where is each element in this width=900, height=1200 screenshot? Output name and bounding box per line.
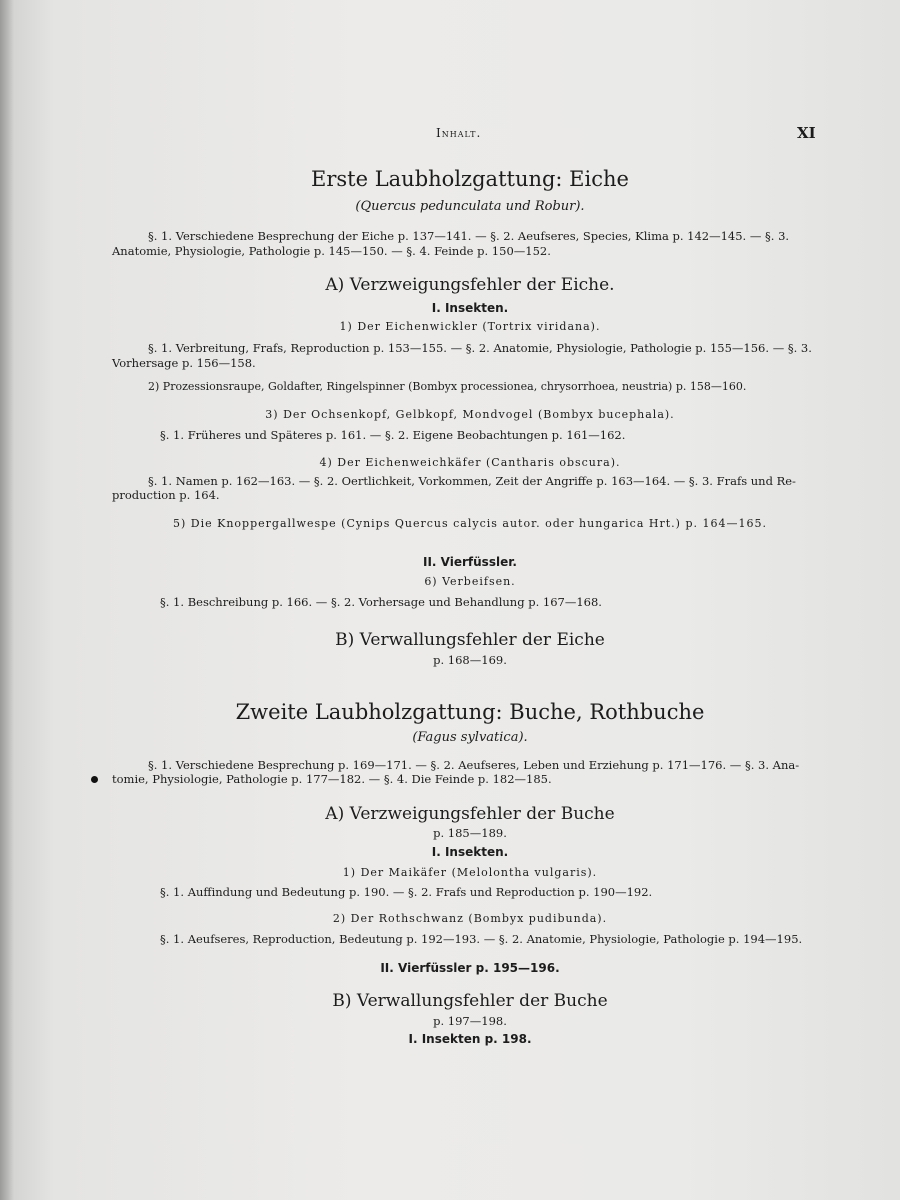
section-subtitle-buche: (Fagus sylvatica). (412, 730, 528, 745)
subsection-title: A) Verzweigungsfehler der Eiche. (325, 275, 615, 295)
group-heading: I. Insekten. (431, 845, 509, 859)
subsection-title: B) Verwallungsfehler der Buche (332, 991, 608, 1011)
paragraph-line: Anatomie, Physiologie, Pathologie p. 145—150. — §. 4. Feinde p. 150—152. (112, 244, 551, 258)
section-title-eiche: Erste Laubholzgattung: Eiche (311, 167, 629, 191)
entry-line: §. 1. Beschreibung p. 166. — §. 2. Vorhersage und Behandlung p. 167—168. (160, 595, 602, 609)
entry-heading: 3) Der Ochsenkopf, Gelbkopf, Mondvogel (Bombyx bucephala). (265, 408, 675, 421)
entry-heading: 1) Der Maikäfer (Melolontha vulgaris). (342, 866, 598, 879)
page-range: p. 168—169. (433, 653, 507, 667)
page-edge-shadow (0, 0, 14, 1200)
group-heading: I. Insekten p. 198. (408, 1032, 532, 1046)
entry-heading: 4) Der Eichenweichkäfer (Cantharis obscura). (319, 456, 621, 469)
running-header: Inhalt. (436, 126, 482, 140)
paragraph-line: §. 1. Verschiedene Besprechung der Eiche p. 137—141. — §. 2. Aeufseres, Species, Klima p. 142—145. — §. 3. (148, 229, 790, 243)
page-range: p. 185—189. (433, 826, 507, 840)
paragraph-line: §. 1. Verschiedene Besprechung p. 169—171. — §. 2. Aeufseres, Leben und Erziehung p. 171—176. — §. 3. Ana- (148, 758, 800, 772)
paragraph-line: tomie, Physiologie, Pathologie p. 177—182. — §. 4. Die Feinde p. 182—185. (112, 772, 552, 786)
entry-line: §. 1. Aeufseres, Reproduction, Bedeutung p. 192—193. — §. 2. Anatomie, Physiologie, Pathologie p. 194—195. (160, 932, 803, 946)
page-number: XI (797, 124, 816, 142)
entry-heading: 6) Verbeifsen. (424, 575, 516, 588)
ink-spot (91, 776, 98, 783)
group-heading: I. Insekten. (431, 301, 509, 315)
entry-line: Vorhersage p. 156—158. (112, 356, 256, 370)
subsection-title: A) Verzweigungsfehler der Buche (325, 804, 615, 824)
group-heading: II. Vierfüssler. (423, 555, 517, 569)
entry-line: production p. 164. (112, 488, 220, 502)
section-title-buche: Zweite Laubholzgattung: Buche, Rothbuche (235, 700, 705, 724)
page-range: p. 197—198. (433, 1014, 507, 1028)
entry-heading: 1) Der Eichenwickler (Tortrix viridana). (339, 320, 601, 333)
subsection-title: B) Verwallungsfehler der Eiche (335, 630, 605, 650)
entry-line: §. 1. Verbreitung, Frafs, Reproduction p. 153—155. — §. 2. Anatomie, Physiologie, Pathologie p. 155—156. — §. 3. (148, 341, 812, 355)
entry-line: §. 1. Auffindung und Bedeutung p. 190. — §. 2. Frafs und Reproduction p. 190—192. (160, 885, 653, 899)
entry-heading: 2) Prozessionsraupe, Goldafter, Ringelspinner (Bombyx processionea, chrysorrhoea, neustria) p. 158—160. (148, 380, 747, 393)
entry-line: §. 1. Namen p. 162—163. — §. 2. Oertlichkeit, Vorkommen, Zeit der Angriffe p. 163—164. — §. 3. Frafs und Re- (148, 474, 796, 488)
section-subtitle-eiche: (Quercus pedunculata und Robur). (355, 199, 585, 214)
entry-heading: 2) Der Rothschwanz (Bombyx pudibunda). (332, 912, 608, 925)
group-heading: II. Vierfüssler p. 195—196. (380, 961, 560, 975)
entry-line: §. 1. Früheres und Späteres p. 161. — §. 2. Eigene Beobachtungen p. 161—162. (160, 428, 626, 442)
entry-heading: 5) Die Knoppergallwespe (Cynips Quercus calycis autor. oder hungarica Hrt.) p. 164—165. (173, 517, 767, 530)
